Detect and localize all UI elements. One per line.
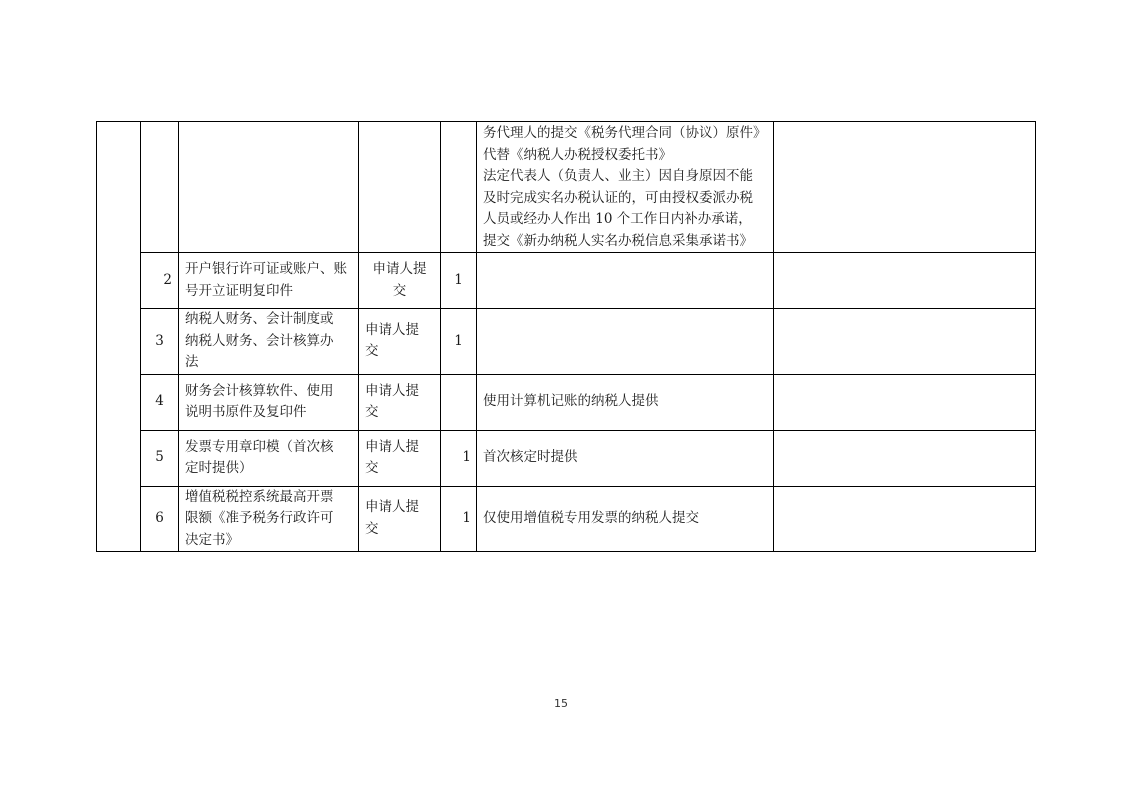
table-row [97,374,1036,430]
cell-quantity: 1 [441,486,477,552]
note-line: 务代理人的提交《税务代理合同（协议）原件》 [483,125,767,141]
material-line: 开户银行许可证或账户、账 [185,261,347,277]
cell-material [179,122,359,253]
cell-index: 6 [141,486,179,552]
cell-material [179,486,359,552]
cell-index: 4 [141,374,179,430]
submitter-line: 交 [365,404,379,420]
cell-material [179,374,359,430]
submitter-line: 交 [392,282,407,299]
material-line: 纳税人财务、会计核算办 [185,332,334,349]
cell-submitter [359,253,441,309]
material-line: 号开立证明复印件 [185,282,293,299]
note-line: 法定代表人（负责人、业主）因自身原因不能 [483,168,753,184]
table-row [97,253,1036,309]
cell-note [477,122,774,253]
material-line: 决定书》 [185,531,239,548]
material-line: 定时提供） [185,460,253,476]
cell-quantity: 1 [441,309,477,375]
submitter-line: 交 [365,460,379,476]
cell-index [141,122,179,253]
cell-index: 2 [141,253,179,309]
material-line: 法 [185,354,199,370]
submitter-line: 申请人提 [365,321,419,338]
cell-extra [773,430,1035,486]
cell-submitter [359,374,441,430]
note-line: 及时完成实名办税认证的，可由授权委派办税 [483,189,753,206]
submitter-line: 申请人提 [365,438,419,455]
table-row-continued [97,122,1036,253]
cell-index: 5 [141,430,179,486]
cell-quantity [441,374,477,430]
material-line: 说明书原件及复印件 [185,404,307,420]
cell-note: 首次核定时提供 [477,430,774,486]
table-row [97,309,1036,375]
cell-extra [773,122,1035,253]
note-line: 人员或经办人作出 10 个工作日内补办承诺， [483,211,752,227]
materials-table [96,121,1036,552]
table-row [97,486,1036,552]
cell-quantity: 1 [441,430,477,486]
page-number: 15 [554,697,568,710]
cell-quantity [441,122,477,253]
material-line: 发票专用章印模（首次核 [185,438,334,455]
group-cell [97,122,141,552]
note-line: 提交《新办纳税人实名办税信息采集承诺书》 [483,232,753,249]
material-line: 增值税税控系统最高开票 [185,488,334,505]
submitter-line: 交 [365,520,379,537]
cell-extra [773,374,1035,430]
cell-note [477,253,774,309]
material-line: 纳税人财务、会计制度或 [185,311,334,327]
cell-submitter [359,309,441,375]
submitter-line: 申请人提 [365,382,419,399]
cell-material [179,253,359,309]
cell-submitter [359,486,441,552]
cell-extra [773,309,1035,375]
cell-submitter [359,122,441,253]
cell-note: 仅使用增值税专用发票的纳税人提交 [477,486,774,552]
cell-note: 使用计算机记账的纳税人提供 [477,374,774,430]
cell-quantity: 1 [441,253,477,309]
cell-index: 3 [141,309,179,375]
submitter-line: 申请人提 [372,261,427,277]
submitter-line: 申请人提 [365,499,419,516]
cell-extra [773,486,1035,552]
material-line: 财务会计核算软件、使用 [185,382,334,399]
note-line: 代替《纳税人办税授权委托书》 [483,146,672,163]
submitter-line: 交 [365,343,379,360]
cell-extra [773,253,1035,309]
cell-material [179,430,359,486]
material-line: 限额《准予税务行政许可 [185,510,334,526]
cell-submitter [359,430,441,486]
cell-material [179,309,359,375]
table-row [97,430,1036,486]
cell-note [477,309,774,375]
